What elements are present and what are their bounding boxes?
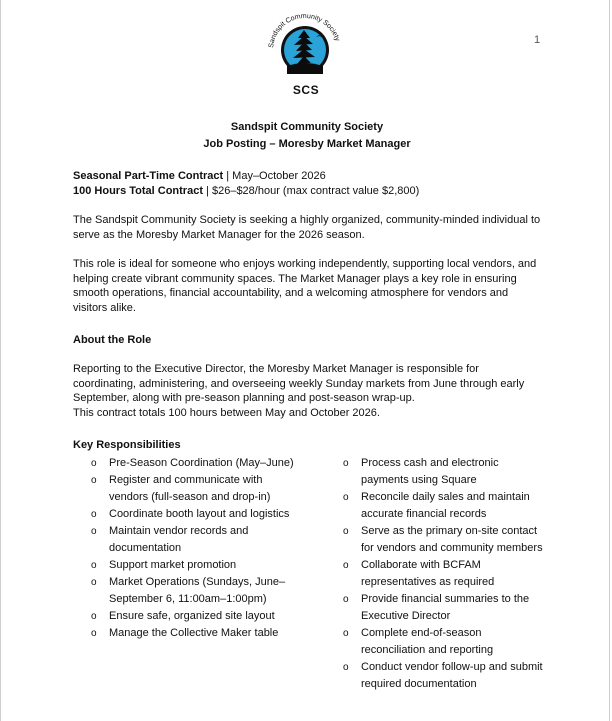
list-item	[343, 625, 548, 659]
list-item	[343, 557, 548, 591]
list-item	[91, 574, 296, 608]
list-item-text: Manage the Collective Maker table	[109, 627, 279, 639]
bullet-icon: o	[343, 458, 349, 469]
list-item	[91, 455, 296, 472]
contract-type: Seasonal Part-Time Contract	[73, 170, 224, 182]
posting-title: Job Posting – Moresby Market Manager	[203, 138, 411, 150]
contract-line-2	[73, 184, 543, 199]
logo-ring-text: Sandspit Community Society	[268, 12, 341, 49]
list-item	[91, 523, 296, 557]
responsibilities-left-list	[91, 455, 296, 642]
list-item-text: Serve as the primary on-site contact for vendors and community members	[361, 525, 543, 554]
list-item-text: Register and communicate with vendors (full-season and drop-in)	[109, 474, 271, 503]
list-item-text: Maintain vendor records and documentation	[109, 525, 249, 554]
responsibilities-right-list	[343, 455, 548, 693]
contract-line-1	[73, 169, 543, 184]
logo-abbreviation: SCS	[292, 83, 320, 97]
bullet-icon: o	[91, 577, 97, 588]
about-paragraph-2: This contract totals 100 hours between May and October 2026.	[73, 407, 380, 419]
bullet-icon: o	[91, 475, 97, 486]
list-item	[91, 625, 296, 642]
bullet-icon: o	[343, 594, 349, 605]
bullet-icon: o	[343, 526, 349, 537]
list-item-text: Ensure safe, organized site layout	[109, 610, 275, 622]
list-item-text: Pre-Season Coordination (May–June)	[109, 457, 294, 469]
bullet-icon: o	[343, 628, 349, 639]
list-item	[343, 659, 548, 693]
list-item-text: Coordinate booth layout and logistics	[109, 508, 290, 520]
bullet-icon: o	[343, 560, 349, 571]
list-item-text: Market Operations (Sundays, June–September 6, 11:00am–1:00pm)	[109, 576, 286, 605]
list-item-text: Process cash and electronic payments using Square	[361, 457, 499, 486]
list-item-text: Conduct vendor follow-up and submit required documentation	[361, 661, 543, 690]
list-item	[91, 472, 296, 506]
bullet-icon: o	[343, 662, 349, 673]
intro-paragraph-2: This role is ideal for someone who enjoys working independently, supporting local vendors, and helping create vibrant community spaces. The Market Manager plays a key role in ensuring smooth operations, financial accountability, and a welcoming atmosphere for vendors and visitors alike.	[73, 258, 537, 314]
list-item	[343, 455, 548, 489]
list-item	[343, 489, 548, 523]
page-number: 1	[534, 34, 541, 46]
contract-hours: 100 Hours Total Contract	[73, 185, 203, 197]
list-item	[343, 591, 548, 625]
list-item	[91, 557, 296, 574]
list-item-text: Complete end-of-season reconciliation and reporting	[361, 627, 494, 656]
bullet-icon: o	[91, 458, 97, 469]
bullet-icon: o	[91, 611, 97, 622]
bullet-icon: o	[343, 492, 349, 503]
intro-paragraph-1: The Sandspit Community Society is seeking a highly organized, community-minded individual to serve as the Moresby Market Manager for the 2026 season.	[73, 214, 541, 241]
contract-dates: | May–October 2026	[223, 170, 326, 182]
bullet-icon: o	[91, 560, 97, 571]
bullet-icon: o	[91, 526, 97, 537]
bullet-icon: o	[91, 509, 97, 520]
bullet-icon: o	[91, 628, 97, 639]
list-item	[91, 506, 296, 523]
list-item-text: Collaborate with BCFAM representatives as required	[361, 559, 495, 588]
list-item-text: Provide financial summaries to the Executive Director	[361, 593, 530, 622]
list-item	[343, 523, 548, 557]
about-paragraph-1: Reporting to the Executive Director, the Moresby Market Manager is responsible for coordinating, administering, and overseeing weekly Sunday markets from June through early September, along with pre-season planning and post-season wrap-up.	[73, 363, 525, 405]
list-item-text: Support market promotion	[109, 559, 237, 571]
list-item-text: Reconcile daily sales and maintain accurate financial records	[361, 491, 530, 520]
org-title: Sandspit Community Society	[230, 121, 384, 133]
list-item	[91, 608, 296, 625]
responsibilities-heading: Key Responsibilities	[73, 439, 181, 451]
contract-rate: | $26–$28/hour (max contract value $2,800)	[203, 185, 420, 197]
about-heading: About the Role	[73, 334, 152, 346]
